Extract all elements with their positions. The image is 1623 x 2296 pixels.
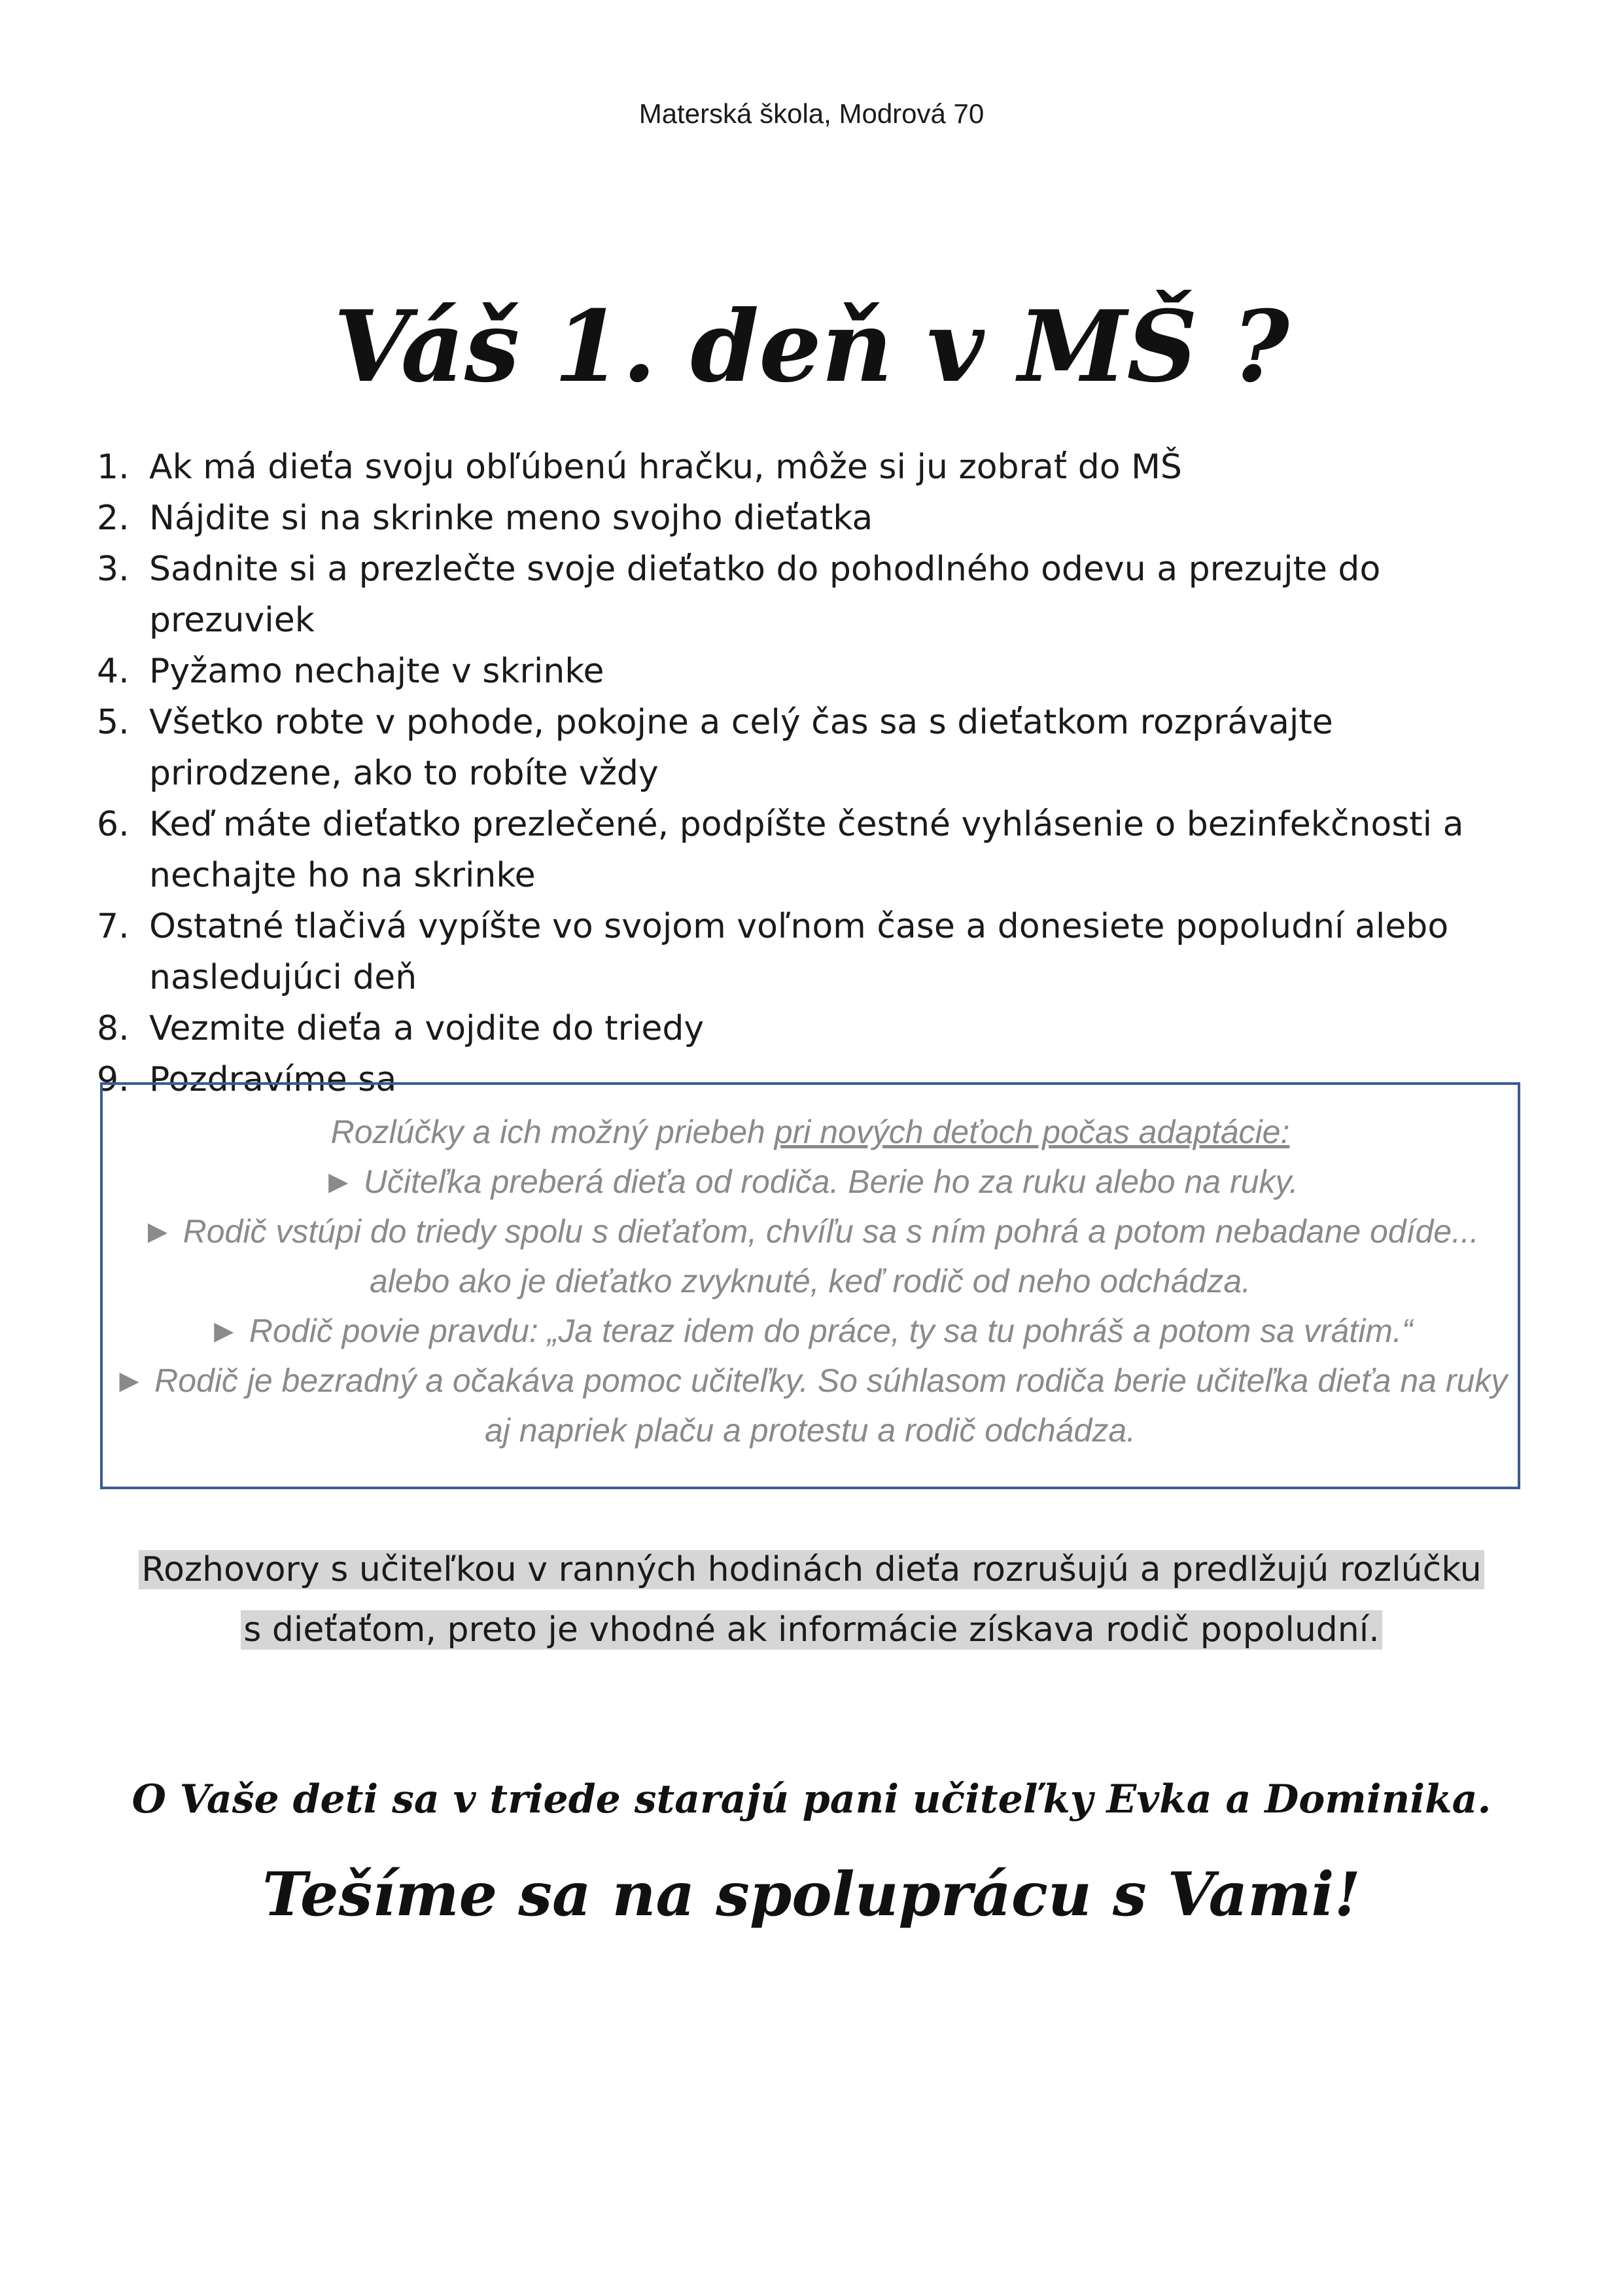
farewell-info-box (100, 1082, 1520, 1489)
box-item-text: Rodič vstúpi do triedy spolu s dieťaťom, chvíľu sa s ním pohrá a potom nebadane odíde... alebo ako je dieťatko zvyknuté, keď rodič od neho odchádza. (183, 1213, 1479, 1299)
steps-list (97, 442, 1536, 1105)
box-item (103, 1356, 1518, 1455)
step-text: Vezmite dieťa a vojdite do triedy (149, 1009, 705, 1048)
list-item (97, 697, 1536, 799)
list-item (97, 646, 1536, 697)
step-text: Ostatné tlačivá vypíšte vo svojom voľnom čase a donesiete popoludní alebo nasledujúci deň (149, 907, 1449, 997)
list-item (97, 799, 1536, 901)
page-title: Váš 1. deň v MŠ ? (334, 289, 1289, 404)
teachers-note: O Vaše deti sa v triede starajú pani učiteľky Evka a Dominika. (131, 1776, 1492, 1822)
step-text: Všetko robte v pohode, pokojne a celý čas sa s dieťatkom rozprávajte prirodzene, ako to robíte vždy (149, 703, 1333, 793)
note-line-1-wrap (0, 1544, 1623, 1595)
step-text: Ak má dieťa svoju obľúbenú hračku, môže si ju zobrať do MŠ (149, 448, 1182, 487)
step-number: 2. (97, 499, 130, 538)
list-item (97, 442, 1536, 493)
closing-greeting: Tešíme sa na spoluprácu s Vami! (262, 1859, 1361, 1930)
box-title (103, 1107, 1518, 1157)
step-text: Sadnite si a prezlečte svoje dieťatko do pohodlného odevu a prezujte do prezuviek (149, 550, 1381, 640)
triangle-bullet-icon: ► (207, 1313, 240, 1349)
step-text: Pozdravíme sa (149, 1060, 397, 1099)
step-text: Keď máte dieťatko prezlečené, podpíšte čestné vyhlásenie o bezinfekčnosti a nechajte ho na skrinke (149, 805, 1464, 895)
triangle-bullet-icon: ► (113, 1362, 146, 1399)
step-number: 6. (97, 805, 130, 844)
step-number: 4. (97, 652, 130, 691)
box-item (103, 1157, 1518, 1207)
box-item-text: Rodič je bezradný a očakáva pomoc učiteľky. So súhlasom rodiča berie učiteľka dieťa na ruky aj napriek plaču a protestu a rodič odchádza. (154, 1362, 1508, 1449)
step-text: Nájdite si na skrinke meno svojho dieťatka (149, 499, 873, 538)
box-title-underlined: pri nových deťoch počas adaptácie: (774, 1114, 1290, 1150)
step-number: 9. (97, 1060, 130, 1099)
step-number: 7. (97, 907, 130, 946)
list-item (97, 544, 1536, 646)
step-number: 1. (97, 448, 130, 487)
box-title-text: Rozlúčky a ich možný priebeh (330, 1114, 775, 1150)
list-item (97, 493, 1536, 544)
box-item (103, 1306, 1518, 1356)
list-item (97, 901, 1536, 1003)
note-line-2-wrap (0, 1604, 1623, 1655)
note-line-2: s dieťaťom, preto je vhodné ak informácie získava rodič popoludní. (241, 1610, 1382, 1650)
box-item-text: Učiteľka preberá dieťa od rodiča. Berie ho za ruku alebo na ruky. (363, 1163, 1299, 1200)
step-number: 8. (97, 1009, 130, 1048)
box-item (103, 1207, 1518, 1306)
step-text: Pyžamo nechajte v skrinke (149, 652, 604, 691)
list-item (97, 1003, 1536, 1054)
box-item-text: Rodič povie pravdu: „Ja teraz idem do práce, ty sa tu pohráš a potom sa vrátim.“ (249, 1313, 1413, 1349)
triangle-bullet-icon: ► (322, 1163, 355, 1200)
triangle-bullet-icon: ► (141, 1213, 174, 1250)
note-line-1: Rozhovory s učiteľkou v ranných hodinách dieťa rozrušujú a predlžujú rozlúčku (139, 1550, 1484, 1589)
step-number: 5. (97, 703, 130, 742)
step-number: 3. (97, 550, 130, 589)
school-header: Materská škola, Modrová 70 (638, 98, 985, 129)
highlighted-note (0, 1544, 1623, 1665)
